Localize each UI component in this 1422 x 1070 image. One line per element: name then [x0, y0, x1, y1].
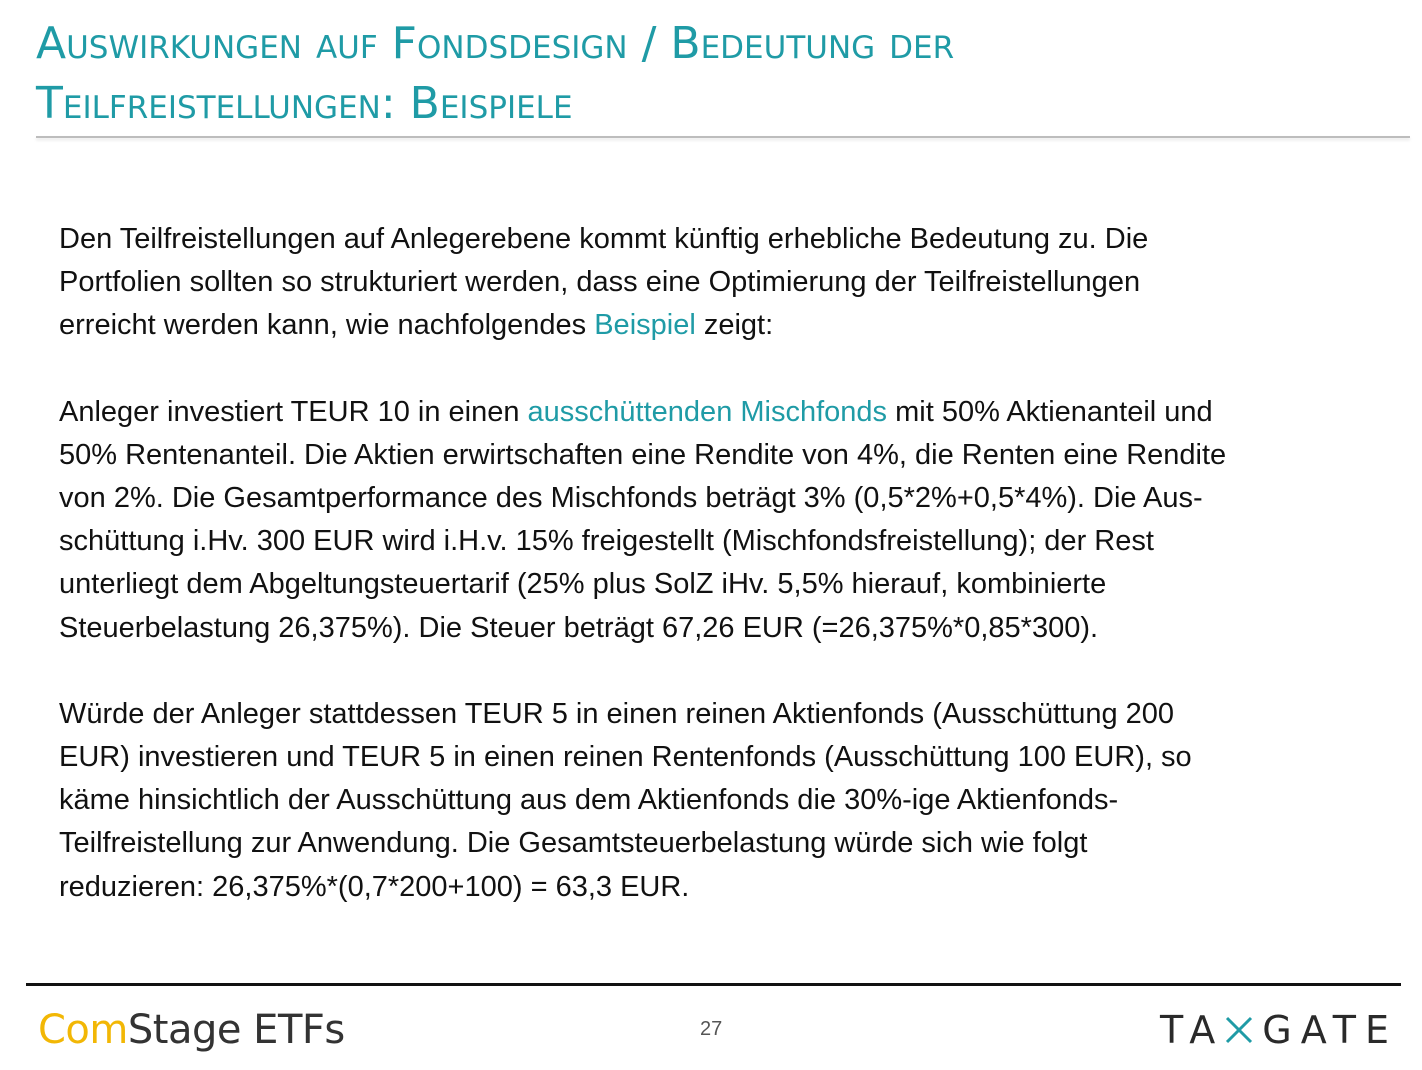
slide-title — [36, 14, 1396, 134]
footer-divider — [26, 983, 1401, 986]
intro-line-2: Portfolien sollten so strukturiert werden, dass eine Optimierung der Teilfreistellungen — [59, 266, 1141, 299]
example1-line-1-text: Anleger investiert TEUR 10 in einen — [59, 395, 528, 428]
example2-line-1: Würde der Anleger stattdessen TEUR 5 in einen reinen Aktienfonds (Ausschüttung 200 — [59, 697, 1175, 730]
logo-stage-part: Stage ETFs — [127, 1007, 345, 1053]
slide-title-line-2: Teilfreistellungen: Beispiele — [36, 78, 573, 129]
slide-title-line-1: Auswirkungen auf Fondsdesign / Bedeutung der — [36, 18, 955, 69]
example1-line-2: 50% Rentenanteil. Die Aktien erwirtschaften eine Rendite von 4%, die Renten eine Rendite — [59, 438, 1227, 471]
example2-line-3: käme hinsichtlich der Ausschüttung aus dem Aktienfonds die 30%-ige Aktienfonds- — [59, 784, 1119, 817]
taxgate-logo-gate: GATE — [1262, 1008, 1398, 1052]
comstage-etfs-logo — [38, 1004, 345, 1056]
paragraph-example-split-funds — [59, 693, 1404, 909]
example2-line-4: Teilfreistellung zur Anwendung. Die Gesamtsteuerbelastung würde sich wie folgt — [59, 827, 1088, 860]
page-number: 27 — [700, 1018, 723, 1040]
intro-line-3-text: erreicht werden kann, wie nachfolgendes — [59, 309, 595, 342]
slide-content — [59, 218, 1404, 952]
taxgate-logo — [1160, 1006, 1398, 1054]
example2-line-2: EUR) investieren und TEUR 5 in einen reinen Rentenfonds (Ausschüttung 100 EUR), so — [59, 741, 1192, 774]
logo-com-part: Com — [38, 1007, 128, 1053]
example1-line-6: Steuerbelastung 26,375%). Die Steuer beträgt 67,26 EUR (=26,375%*0,85*300). — [59, 611, 1099, 644]
example1-line-3: von 2%. Die Gesamtperformance des Mischfonds beträgt 3% (0,5*2%+0,5*4%). Die Aus- — [59, 482, 1203, 515]
highlight-beispiel: Beispiel — [594, 309, 696, 342]
example1-line-1-end: mit 50% Aktienanteil und — [887, 395, 1213, 428]
paragraph-example-mischfonds — [59, 391, 1404, 650]
highlight-ausschuettender-mischfonds: ausschüttenden Mischfonds — [527, 395, 888, 428]
example1-line-5: unterliegt dem Abgeltungsteuertarif (25% plus SolZ iHv. 5,5% hierauf, kombinierte — [59, 568, 1107, 601]
intro-line-3 — [59, 304, 1404, 347]
paragraph-intro — [59, 218, 1404, 348]
taxgate-x-icon — [1224, 1015, 1254, 1045]
example2-line-5: reduzieren: 26,375%*(0,7*200+100) = 63,3 EUR. — [59, 870, 690, 903]
example1-line-4: schüttung i.Hv. 300 EUR wird i.H.v. 15% freigestellt (Mischfondsfreistellung); der Rest — [59, 525, 1154, 558]
taxgate-logo-ta: TA — [1160, 1008, 1225, 1052]
intro-line-3-end: zeigt: — [695, 309, 774, 342]
example1-line-1 — [59, 391, 1404, 434]
title-divider — [36, 136, 1410, 138]
intro-line-1: Den Teilfreistellungen auf Anlegerebene kommt künftig erhebliche Bedeutung zu. Die — [59, 223, 1149, 255]
